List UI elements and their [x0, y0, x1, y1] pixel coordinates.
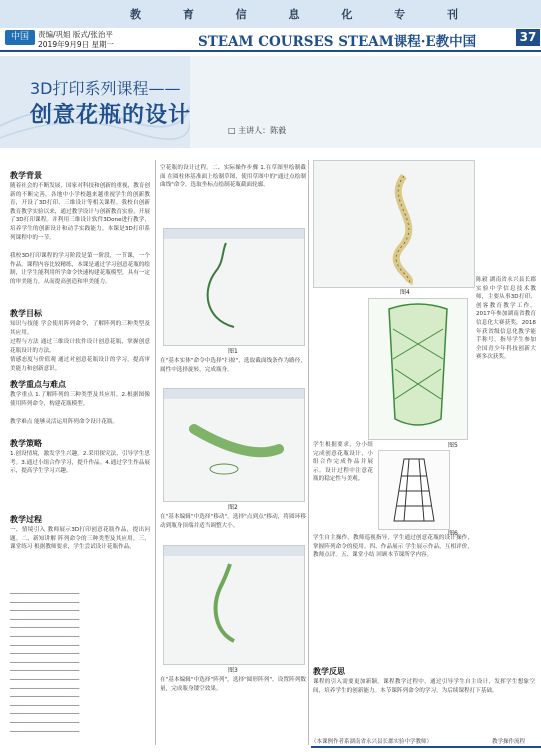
- key-points-text: 教学重点 1.了解阵列的三种类型及其应用。2.根据图像使用阵列命令，构建花瓶模型。: [10, 392, 150, 407]
- vase-profile-graphic: [164, 229, 304, 345]
- masthead-char: 专: [394, 8, 408, 21]
- column-title: STEAM COURSES STEAM课程·E教中国: [198, 34, 477, 50]
- masthead-char: 刊: [446, 8, 460, 21]
- vase-body-graphic: [164, 389, 304, 501]
- process-text-continued: ━━━━━━━━━━━━━━━━━━━━━━━ ━━━━━━━━━━━━━━━━━━━━━━━ ━━━━━━━━━━━━━━━━━━━━━━━ ━━━━━━━━━━━━━━━━━━━━━━━ ━━━━━━━━━━━━━━━━━━━━━━━ ━━━━━━━━━━━━━━━━━━━━━━━ ━━━━━━━━━━━━━━━━━━━━━━━ ━━━━━━━━━━━━━━━━━━━━━━━ ━━━━━━━━━━━━━━━━━━━━━━━ ━━━━━━━━━━━━━━━━━━━━━━━ ━━━━━━━━━━━━━━━━━━━━━━━ ━━━━━━━━━━━━━━━━━━━━━━━ ━━━━━━━━━━━━━━━━━━━━━━━ ━━━━━━━━━━━━━━━━━━━━━━━ ━━━━━━━━━━━━━━━━━━━━━━━ ━━━━━━━━━━━━━━━━━━━━━━━ ━━━━━━━━━━━━━━━━━━━━━━━: [10, 591, 80, 735]
- section-heading-key-points: 教学重点与难点: [10, 380, 66, 389]
- figure-2-screenshot: [163, 388, 305, 502]
- figure-6-image: [378, 450, 450, 530]
- editor-line: 责编/巩姐 版式/张治平: [38, 30, 113, 39]
- figure-6-caption: 图6: [448, 530, 458, 537]
- author-note: （本课例作者系湖南省永兴县长郡实验中学教师）: [311, 739, 433, 745]
- masthead-char: 育: [182, 8, 196, 21]
- spiral-vase-graphic: [314, 161, 474, 287]
- article-author: □ 主讲人：陈毅: [228, 126, 287, 135]
- section-heading-process: 教学过程: [10, 515, 42, 524]
- date-line: 2019年9月9日 星期一: [38, 40, 115, 49]
- reflection-text: 课程的引入需要更加新颖。课程教学过程中，通过引导学生自主设计，发挥学生想象空间，培养学生的创新能力。本节课阵列命令的学习，为后续课程打下基础。: [313, 679, 535, 694]
- column-divider: [308, 160, 309, 745]
- column2-intro: 空花瓶的设计过程。二、实际操作步骤 1.在草图里绘制截面 在圆柱体基准面上绘制草图，使用草图中的"通过点绘制曲线"命令，选取坐标点绘制花瓶截面轮廓。: [160, 165, 306, 189]
- figure-4-screenshot: [313, 160, 475, 288]
- article-headline: 创意花瓶的设计: [30, 103, 192, 128]
- strategy-text: 1.创设情境，激发学生兴趣。2.采用探究法，引导学生思考。3.通过小组合作学习，提升作品。4.通过学生作品展示，提高学生学习兴趣。: [10, 451, 150, 475]
- figure-1-caption: 图1: [228, 348, 238, 355]
- column3-practice-text: 学生根据要求，分小组完成创意花瓶设计，小组合作完成作品并展示。设计过程中注意花瓶的稳定性与美观。: [313, 442, 373, 483]
- author-bio: 陈毅 湖南省永兴县长郡实验中学信息技术教师，主要从事3D打印、创客教育教学工作。2017年参加湖南省教育信息化大赛获奖，2018年获省级信息化教学能手称号，指导学生参加全国青少年科技创新大赛多次获奖。: [476, 277, 536, 361]
- goal-attitude: 情感态度与价值观 通过对创意花瓶设计的学习，提高审美能力和创新意识。: [10, 357, 150, 372]
- process-text: 一、情境引入 教师展示3D打印创意花瓶作品，提出问题。二、新知讲解 阵列命令的三种类型及其应用。三、课堂练习 根据教师要求，学生尝试设计花瓶作品。: [10, 527, 150, 551]
- page-number: 37: [516, 29, 540, 46]
- goal-knowledge: 知识与技能 学会使用阵列命令，了解阵列的三种类型及其应用。: [10, 321, 150, 336]
- section-heading-reflection: 教学反思: [313, 667, 345, 676]
- background-paragraph: 随着社会的不断发展，国家对科技和创新的重视，教育创新的不断完善，各地中小学校越来越重视学生的创新教育，开设了3D打印、三维设计等相关课程。我校自创新教育教学实验以来，通过教学设计与创新教育实验，开展了3D打印课程。并利用三维设计软件3Done进行教学，培养学生的创新设计和动手实践能力。本课是3D打印系列课程中的一节。: [10, 183, 150, 241]
- masthead-title: [130, 6, 460, 22]
- figure-2-caption: 图2: [228, 504, 238, 511]
- column2-step-move: 在"基本编辑"中选择"移动"，选择"点到点"移动，将圆环移动到瓶身顶端并适当调整大小。: [160, 514, 306, 529]
- column2-step-array: 在"基本编辑"中选择"阵列"，选择"圆形阵列"，设置阵列数量，完成瓶身镂空效果。: [160, 677, 306, 692]
- difficult-points-text: 教学难点 能够灵活运用阵列命令设计花瓶。: [10, 419, 119, 425]
- series-title: 3D打印系列课程——: [30, 79, 181, 98]
- footer-rule: [311, 746, 541, 748]
- figure-3-screenshot: [163, 545, 305, 665]
- figure-1-screenshot: [163, 228, 305, 346]
- section-heading-background: 教学背景: [10, 171, 42, 180]
- column2-step-sweep: 在"基本实体"命令中选择"扫掠"，选取截面线条作为路径，属性中选择旋转，完成瓶身。: [160, 358, 306, 373]
- footer-label: 教学操作流程: [492, 739, 526, 745]
- figure-3-caption: 图3: [228, 667, 238, 674]
- goal-process: 过程与方法 通过三维设计软件设计创意花瓶，掌握创意花瓶设计的方法。: [10, 339, 150, 354]
- figure-5-caption: 图5: [448, 442, 458, 449]
- masthead-char: 息: [288, 8, 302, 21]
- section-heading-strategy: 教学策略: [10, 439, 42, 448]
- checker-vase-graphic: [379, 451, 449, 529]
- background-paragraph-2: 我校3D打印课程的学习阶段是第一阶段，一节课，一个作品。课程内容比较精练，本课是通过学习创意花瓶的绘制，让学生能利用所学命令快速构建花瓶模型，具有一定的审美能力，从而提高创造和审美能力。: [10, 253, 150, 285]
- publication-logo: 中国: [5, 30, 35, 45]
- vase-ring-graphic: [164, 546, 304, 664]
- masthead-char: 信: [235, 8, 249, 21]
- section-heading-goals: 教学目标: [10, 309, 42, 318]
- column3-process-text: 学生自主操作，教师巡视指导，学生通过创意花瓶的设计操作，掌握阵列命令的使用。四、作品展示 学生展示作品，互相评价，教师点评。五、课堂小结 回顾本节课所学内容。: [313, 535, 473, 559]
- column-divider: [155, 160, 156, 745]
- masthead-char: 教: [130, 8, 143, 21]
- lattice-vase-graphic: [369, 299, 467, 439]
- header-rule: [0, 50, 541, 52]
- masthead-char: 化: [341, 8, 355, 21]
- figure-5-image: [368, 298, 468, 440]
- figure-4-caption: 图4: [400, 289, 410, 296]
